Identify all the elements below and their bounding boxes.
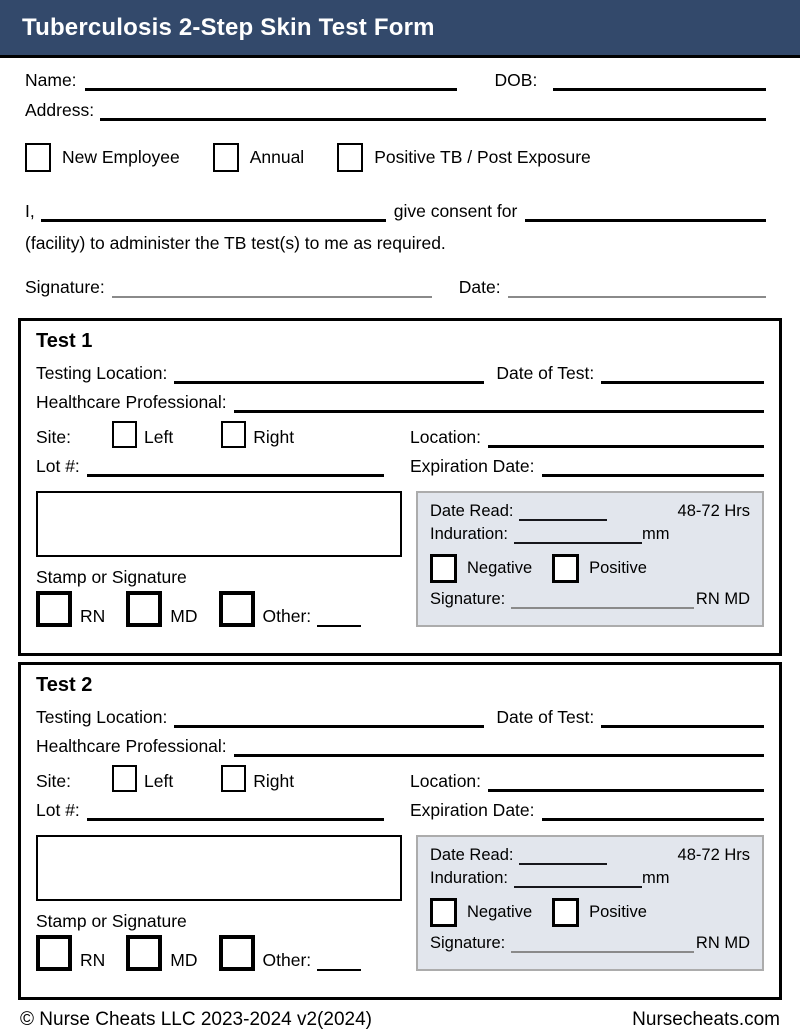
test-1-panel-signature-row [430, 590, 750, 609]
address-row [25, 100, 766, 121]
test-1-site-right-label: Right [253, 427, 295, 447]
consent-facility-line[interactable] [525, 202, 766, 222]
option-new-employee [25, 143, 180, 172]
test-1-induration-row [430, 525, 750, 544]
dob-label: DOB: [494, 70, 538, 90]
test-2-induration-row [430, 869, 750, 888]
test-1-site-label: Site: [36, 427, 72, 447]
test-2-site-right-label: Right [253, 771, 295, 791]
consent-name-line[interactable] [41, 202, 386, 222]
consent-line2: (facility) to administer the TB test(s) to me as required. [25, 233, 446, 253]
signature-date-row [25, 277, 766, 298]
test-2-section [18, 662, 782, 1000]
test-1-date-read-label: Date Read: [430, 502, 514, 520]
test-1-stamp-box[interactable] [36, 491, 402, 557]
date-label: Date: [458, 277, 501, 297]
form-header [0, 0, 800, 58]
test-1-induration-line[interactable] [514, 529, 642, 544]
new-employee-checkbox[interactable] [25, 143, 51, 172]
consent-prefix: I, [25, 201, 35, 221]
test-2-other-label: Other: [262, 950, 312, 970]
test-1-site-right-checkbox[interactable] [221, 421, 246, 448]
signature-input-line[interactable] [112, 278, 432, 298]
test-2-other-checkbox[interactable] [219, 935, 255, 971]
test-1-panel-signature-label: Signature: [430, 590, 506, 608]
annual-checkbox[interactable] [213, 143, 239, 172]
test-1-result-row [430, 554, 750, 583]
option-positive-tb [337, 143, 591, 172]
test-2-result-row [430, 898, 750, 927]
test-2-stamp-box[interactable] [36, 835, 402, 901]
test-1-site-group [36, 421, 410, 448]
test-2-negative-checkbox[interactable] [430, 898, 457, 927]
test-2-testing-location-line[interactable] [174, 708, 484, 728]
test-2-location-line[interactable] [488, 772, 764, 792]
test-1-testing-location-row [36, 363, 764, 384]
test-2-positive-checkbox[interactable] [552, 898, 579, 927]
test-1-date-read-line[interactable] [519, 506, 607, 521]
test-1-healthcare-professional-label: Healthcare Professional: [36, 392, 227, 412]
test-2-reading-panel [416, 835, 764, 971]
test-2-site-left-checkbox[interactable] [112, 765, 137, 792]
test-2-healthcare-row [36, 736, 764, 757]
test-2-negative-label: Negative [467, 903, 533, 921]
test-2-lot-group [36, 800, 410, 821]
dob-input-line[interactable] [553, 71, 766, 91]
date-input-line[interactable] [508, 278, 766, 298]
test-2-healthcare-professional-line[interactable] [234, 737, 764, 757]
test-2-site-row [36, 765, 764, 792]
name-label: Name: [25, 70, 77, 90]
copyright-text: © Nurse Cheats LLC 2023-2024 v2(2024) [20, 1009, 372, 1030]
test-2-md-label: MD [170, 950, 198, 970]
signature-label: Signature: [25, 277, 105, 297]
test-2-bottom-area [36, 835, 764, 971]
test-2-panel-signature-line[interactable] [511, 938, 694, 953]
consent-row [25, 201, 766, 222]
test-1-bottom-area [36, 491, 764, 627]
test-1-window-label: 48-72 Hrs [677, 502, 750, 520]
test-2-testing-location-label: Testing Location: [36, 707, 168, 727]
test-1-other-checkbox[interactable] [219, 591, 255, 627]
test-1-date-of-test-line[interactable] [601, 364, 764, 384]
test-2-lot-line[interactable] [87, 801, 384, 821]
test-1-lot-row [36, 456, 764, 477]
test-2-panel-signature-row [430, 934, 750, 953]
name-dob-row [25, 70, 766, 91]
test-1-positive-checkbox[interactable] [552, 554, 579, 583]
test-1-date-read-row [430, 502, 750, 521]
test-2-rn-checkbox[interactable] [36, 935, 72, 971]
test-1-expiration-date-label: Expiration Date: [410, 456, 535, 476]
name-input-line[interactable] [85, 71, 457, 91]
website-text: Nursecheats.com [632, 1009, 780, 1030]
test-2-site-left-label: Left [144, 771, 174, 791]
test-1-site-left-checkbox[interactable] [112, 421, 137, 448]
option-annual [213, 143, 305, 172]
test-2-induration-line[interactable] [514, 873, 642, 888]
test-2-date-read-line[interactable] [519, 850, 607, 865]
test-1-panel-signature-line[interactable] [511, 594, 694, 609]
test-2-date-read-label: Date Read: [430, 846, 514, 864]
test-1-negative-label: Negative [467, 559, 533, 577]
test-1-lot-line[interactable] [87, 457, 384, 477]
test-2-date-read-row [430, 846, 750, 865]
test-1-other-label: Other: [262, 606, 312, 626]
test-2-positive-label: Positive [589, 903, 647, 921]
test-2-panel-credentials: RN MD [695, 934, 750, 952]
test-1-healthcare-professional-line[interactable] [234, 393, 764, 413]
test-2-stamp-column [36, 835, 410, 971]
test-2-induration-label: Induration: [430, 869, 508, 887]
test-1-location-label: Location: [410, 427, 482, 447]
test-2-induration-unit: mm [641, 869, 670, 887]
test-1-site-row [36, 421, 764, 448]
address-label: Address: [25, 100, 95, 120]
form-footer [20, 1009, 780, 1031]
test-2-window-label: 48-72 Hrs [677, 846, 750, 864]
test-type-row [25, 143, 766, 172]
positive-tb-label: Positive TB / Post Exposure [374, 147, 591, 167]
test-2-lot-row [36, 800, 764, 821]
test-2-date-of-test-label: Date of Test: [496, 707, 595, 727]
test-2-site-right-checkbox[interactable] [221, 765, 246, 792]
test-1-panel-credentials: RN MD [695, 590, 750, 608]
test-1-rn-checkbox[interactable] [36, 591, 72, 627]
test-2-date-of-test-line[interactable] [601, 708, 764, 728]
test-1-title: Test 1 [36, 330, 93, 352]
test-1-md-label: MD [170, 606, 198, 626]
test-1-reading-panel [416, 491, 764, 627]
test-1-stamp-column [36, 491, 410, 627]
test-2-testing-location-row [36, 707, 764, 728]
test-1-lot-label: Lot #: [36, 456, 80, 476]
test-1-healthcare-row [36, 392, 764, 413]
form-title: Tuberculosis 2-Step Skin Test Form [22, 13, 435, 41]
test-1-location-line[interactable] [488, 428, 764, 448]
test-2-site-label: Site: [36, 771, 72, 791]
test-2-credential-row [36, 935, 410, 971]
test-2-healthcare-professional-label: Healthcare Professional: [36, 736, 227, 756]
test-1-expiration-date-line[interactable] [542, 457, 764, 477]
test-1-lot-group [36, 456, 410, 477]
test-2-site-group [36, 765, 410, 792]
test-1-credential-row [36, 591, 410, 627]
test-1-date-of-test-label: Date of Test: [496, 363, 595, 383]
test-2-title: Test 2 [36, 674, 93, 696]
test-1-site-left-label: Left [144, 427, 174, 447]
test-1-stamp-label: Stamp or Signature [36, 567, 187, 587]
address-input-line[interactable] [100, 101, 766, 121]
test-2-stamp-label: Stamp or Signature [36, 911, 187, 931]
test-1-testing-location-line[interactable] [174, 364, 484, 384]
test-1-rn-label: RN [80, 606, 106, 626]
test-2-lot-label: Lot #: [36, 800, 80, 820]
test-1-section [18, 318, 782, 656]
test-2-expiration-date-label: Expiration Date: [410, 800, 535, 820]
test-1-other-line[interactable] [317, 611, 361, 627]
test-2-location-label: Location: [410, 771, 482, 791]
new-employee-label: New Employee [62, 147, 180, 167]
test-2-expiration-date-line[interactable] [542, 801, 764, 821]
test-1-positive-label: Positive [589, 559, 647, 577]
test-1-induration-label: Induration: [430, 525, 508, 543]
test-2-md-checkbox[interactable] [126, 935, 162, 971]
positive-tb-checkbox[interactable] [337, 143, 363, 172]
test-2-other-line[interactable] [317, 955, 361, 971]
annual-label: Annual [249, 147, 305, 167]
test-2-rn-label: RN [80, 950, 106, 970]
test-1-induration-unit: mm [641, 525, 670, 543]
test-2-panel-signature-label: Signature: [430, 934, 506, 952]
test-1-negative-checkbox[interactable] [430, 554, 457, 583]
consent-connector: give consent for [393, 201, 518, 221]
test-1-testing-location-label: Testing Location: [36, 363, 168, 383]
test-1-md-checkbox[interactable] [126, 591, 162, 627]
